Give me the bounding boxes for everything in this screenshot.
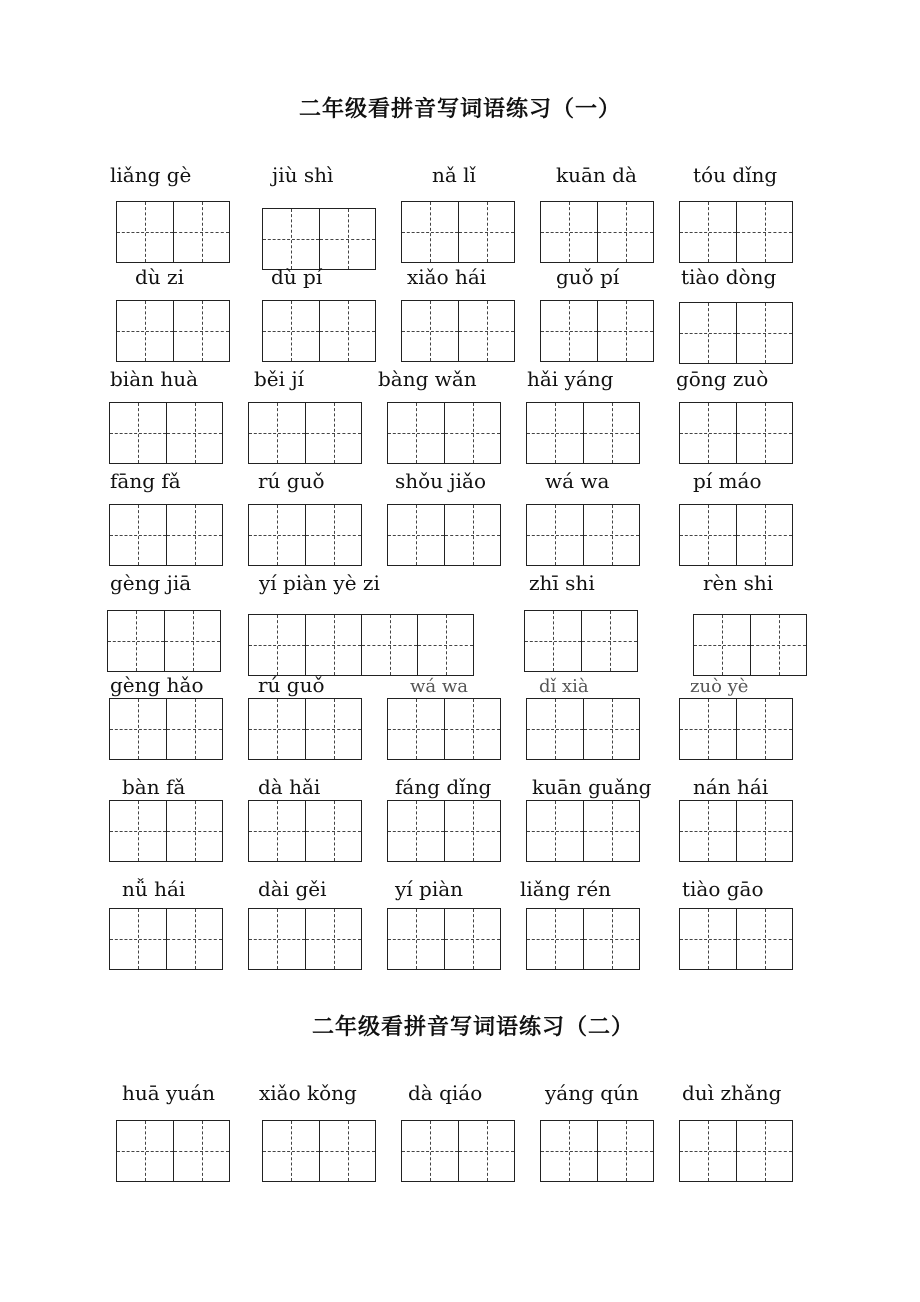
tianzige-cell[interactable] [444,699,500,759]
tianzige-cell[interactable] [388,909,444,969]
tianzige-cell[interactable] [597,202,653,262]
tianzige-cell[interactable] [117,1121,173,1181]
tianzige-cell[interactable] [417,615,473,675]
tianzige-grid[interactable] [109,402,223,464]
pinyin-label: kuān guǎng [532,775,652,799]
tianzige-cell[interactable] [444,909,500,969]
tianzige-cell[interactable] [249,801,305,861]
tianzige-cell[interactable] [750,615,806,675]
tianzige-cell[interactable] [164,611,220,671]
pinyin-label: fáng dǐng [395,775,492,799]
tianzige-cell[interactable] [680,699,736,759]
page-title: 二年级看拼音写词语练习（一） [298,97,621,122]
tianzige-cell[interactable] [263,301,319,361]
pinyin-label: fāng fǎ [110,469,181,493]
tianzige-cell[interactable] [583,403,639,463]
tianzige-grid[interactable] [401,300,515,362]
tianzige-grid[interactable] [693,614,807,676]
tianzige-cell[interactable] [166,909,222,969]
tianzige-grid[interactable] [679,908,793,970]
tianzige-cell[interactable] [319,301,375,361]
tianzige-grid[interactable] [262,1120,376,1182]
tianzige-cell[interactable] [110,505,166,565]
tianzige-cell[interactable] [736,699,792,759]
tianzige-cell[interactable] [305,505,361,565]
tianzige-grid[interactable] [526,908,640,970]
tianzige-grid[interactable] [540,1120,654,1182]
tianzige-cell[interactable] [736,403,792,463]
tianzige-grid[interactable] [248,504,362,566]
pinyin-label: nán hái [693,775,769,799]
pinyin-label: dà hǎi [258,775,321,799]
pinyin-label: zhī shi [529,571,595,595]
tianzige-cell[interactable] [305,699,361,759]
tianzige-cell[interactable] [173,1121,229,1181]
tianzige-grid[interactable] [526,698,640,760]
tianzige-grid[interactable] [262,300,376,362]
tianzige-grid[interactable] [109,504,223,566]
tianzige-grid[interactable] [109,698,223,760]
pinyin-label: bàng wǎn [378,367,477,391]
tianzige-grid[interactable] [401,201,515,263]
tianzige-grid[interactable] [526,800,640,862]
tianzige-cell[interactable] [527,801,583,861]
pinyin-label: dù pí [271,265,323,289]
tianzige-cell[interactable] [319,1121,375,1181]
pinyin-label: wá wa [410,676,468,697]
pinyin-label: yí piàn yè zi [259,571,380,595]
tianzige-cell[interactable] [583,699,639,759]
tianzige-cell[interactable] [736,1121,792,1181]
tianzige-cell[interactable] [736,202,792,262]
tianzige-grid[interactable] [540,300,654,362]
tianzige-grid[interactable] [526,504,640,566]
tianzige-cell[interactable] [736,303,792,363]
pinyin-label: rú guǒ [258,469,325,493]
pinyin-label: jiù shì [272,163,334,187]
tianzige-cell[interactable] [388,505,444,565]
section-title: 二年级看拼音写词语练习（二） [311,1015,634,1040]
tianzige-grid[interactable] [401,1120,515,1182]
tianzige-cell[interactable] [388,801,444,861]
tianzige-cell[interactable] [110,909,166,969]
tianzige-grid[interactable] [679,201,793,263]
tianzige-cell[interactable] [597,301,653,361]
pinyin-label: hǎi yáng [527,367,614,391]
tianzige-cell[interactable] [108,611,164,671]
pinyin-label: gōng zuò [676,367,769,391]
tianzige-cell[interactable] [402,202,458,262]
tianzige-cell[interactable] [166,403,222,463]
pinyin-label: biàn huà [110,367,199,391]
tianzige-cell[interactable] [680,202,736,262]
pinyin-label: běi jí [254,367,304,391]
tianzige-cell[interactable] [541,1121,597,1181]
tianzige-grid[interactable] [524,610,638,672]
pinyin-label: nǚ hái [122,877,186,901]
tianzige-cell[interactable] [305,403,361,463]
tianzige-cell[interactable] [249,699,305,759]
pinyin-label: dà qiáo [408,1081,483,1105]
tianzige-cell[interactable] [249,505,305,565]
tianzige-cell[interactable] [736,801,792,861]
tianzige-cell[interactable] [583,909,639,969]
tianzige-grid[interactable] [248,698,362,760]
tianzige-cell[interactable] [117,202,173,262]
tianzige-grid[interactable] [679,800,793,862]
tianzige-cell[interactable] [110,403,166,463]
pinyin-label: shǒu jiǎo [395,469,486,493]
tianzige-grid-four[interactable] [248,614,474,676]
tianzige-cell[interactable] [527,403,583,463]
pinyin-label: guǒ pí [556,265,620,289]
tianzige-cell[interactable] [166,699,222,759]
tianzige-cell[interactable] [305,801,361,861]
tianzige-cell[interactable] [736,505,792,565]
tianzige-cell[interactable] [525,611,581,671]
pinyin-label: xiǎo hái [407,265,487,289]
tianzige-cell[interactable] [541,202,597,262]
tianzige-cell[interactable] [402,1121,458,1181]
pinyin-label: yí piàn [395,877,464,901]
pinyin-label: tiào gāo [682,877,764,901]
tianzige-grid[interactable] [262,208,376,270]
tianzige-grid[interactable] [109,908,223,970]
tianzige-cell[interactable] [736,909,792,969]
tianzige-cell[interactable] [583,801,639,861]
tianzige-grid[interactable] [387,504,501,566]
pinyin-label: zuò yè [690,676,749,697]
tianzige-cell[interactable] [166,505,222,565]
tianzige-cell[interactable] [444,403,500,463]
pinyin-label: kuān dà [556,163,637,187]
pinyin-label: tiào dòng [681,265,777,289]
tianzige-cell[interactable] [444,801,500,861]
tianzige-cell[interactable] [388,403,444,463]
pinyin-label: pí máo [693,469,762,493]
tianzige-grid[interactable] [526,402,640,464]
pinyin-label: xiǎo kǒng [259,1081,357,1105]
tianzige-cell[interactable] [581,611,637,671]
tianzige-grid[interactable] [540,201,654,263]
tianzige-cell[interactable] [680,505,736,565]
tianzige-grid[interactable] [116,300,230,362]
tianzige-cell[interactable] [249,909,305,969]
tianzige-cell[interactable] [166,801,222,861]
tianzige-grid[interactable] [679,402,793,464]
tianzige-grid[interactable] [387,698,501,760]
tianzige-grid[interactable] [679,698,793,760]
tianzige-cell[interactable] [527,505,583,565]
pinyin-label: rèn shi [703,571,774,595]
tianzige-cell[interactable] [249,403,305,463]
pinyin-label: yáng qún [545,1081,639,1105]
tianzige-cell[interactable] [388,699,444,759]
tianzige-cell[interactable] [361,615,417,675]
tianzige-grid[interactable] [107,610,221,672]
tianzige-cell[interactable] [694,615,750,675]
pinyin-label: rú guǒ [258,673,325,697]
tianzige-cell[interactable] [319,209,375,269]
tianzige-cell[interactable] [444,505,500,565]
tianzige-cell[interactable] [458,301,514,361]
tianzige-cell[interactable] [110,801,166,861]
pinyin-label: duì zhǎng [682,1081,782,1105]
tianzige-grid[interactable] [387,800,501,862]
pinyin-label: liǎng rén [520,877,612,901]
pinyin-label: wá wa [545,469,610,493]
pinyin-label: gèng hǎo [110,673,204,697]
tianzige-cell[interactable] [263,209,319,269]
pinyin-label: dài gěi [258,877,327,901]
tianzige-cell[interactable] [680,1121,736,1181]
tianzige-grid[interactable] [387,402,501,464]
pinyin-label: dǐ xià [539,676,589,697]
tianzige-cell[interactable] [541,301,597,361]
tianzige-cell[interactable] [263,1121,319,1181]
pinyin-label: dù zi [135,265,184,289]
tianzige-grid[interactable] [116,1120,230,1182]
tianzige-cell[interactable] [173,202,229,262]
tianzige-grid[interactable] [679,504,793,566]
pinyin-label: huā yuán [122,1081,216,1105]
tianzige-cell[interactable] [458,202,514,262]
tianzige-cell[interactable] [527,699,583,759]
tianzige-cell[interactable] [402,301,458,361]
tianzige-cell[interactable] [527,909,583,969]
tianzige-grid[interactable] [248,402,362,464]
tianzige-grid[interactable] [679,302,793,364]
pinyin-label: nǎ lǐ [432,163,476,187]
pinyin-label: bàn fǎ [122,775,186,799]
tianzige-grid[interactable] [109,800,223,862]
tianzige-cell[interactable] [680,403,736,463]
tianzige-grid[interactable] [116,201,230,263]
tianzige-cell[interactable] [117,301,173,361]
pinyin-label: liǎng gè [110,163,192,187]
tianzige-cell[interactable] [305,909,361,969]
tianzige-cell[interactable] [458,1121,514,1181]
tianzige-cell[interactable] [110,699,166,759]
tianzige-grid[interactable] [387,908,501,970]
tianzige-cell[interactable] [305,615,361,675]
tianzige-cell[interactable] [597,1121,653,1181]
pinyin-label: gèng jiā [110,571,192,595]
tianzige-cell[interactable] [583,505,639,565]
tianzige-cell[interactable] [249,615,305,675]
tianzige-cell[interactable] [680,909,736,969]
tianzige-grid[interactable] [679,1120,793,1182]
tianzige-cell[interactable] [173,301,229,361]
tianzige-grid[interactable] [248,908,362,970]
tianzige-cell[interactable] [680,801,736,861]
tianzige-cell[interactable] [680,303,736,363]
tianzige-grid[interactable] [248,800,362,862]
pinyin-label: tóu dǐng [693,163,778,187]
